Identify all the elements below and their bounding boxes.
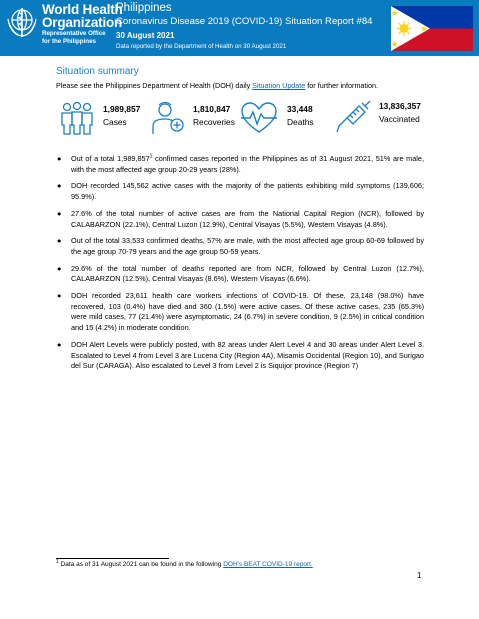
situation-update-link[interactable]: Situation Update	[252, 81, 306, 90]
bullet-icon: ●	[57, 236, 62, 246]
list-item: ● DOH Alert Levels were publicly posted, with 82 areas under Alert Level 4 and 30 areas under Alert Level 3. Escalated to Level 4 from Level 3 are Lucena City (Region 4A), Misamis Occidental (Region 10), and Surigao del Sur (CARAGA). Also escalated to Level 3 from Level 2 is Siquijor province (Region 7)	[57, 339, 424, 371]
report-title: Coronavirus Disease 2019 (COVID-19) Situation Report #84	[116, 16, 373, 27]
philippines-flag-icon	[391, 6, 473, 51]
recoveries-label: Recoveries	[193, 117, 235, 127]
cases-label: Cases	[103, 117, 127, 127]
bullet-icon: ●	[57, 208, 62, 218]
heartbeat-icon	[240, 101, 278, 135]
report-note: Data reported by the Department of Health on 30 August 2021	[116, 43, 287, 50]
bullet-icon: ●	[57, 291, 62, 301]
list-item: ● Out of the total 33,533 confirmed deaths, 57% are male, with the most affected age group 60-69 followed by the age group 70-79 years and the age group 50-59 years.	[57, 236, 424, 256]
cases-value: 1,989,857	[103, 104, 141, 114]
bullet-icon: ●	[57, 263, 62, 273]
list-item: ● DOH recorded 23,611 health care workers infections of COVID-19. Of these, 23,148 (98.0%) have recovered, 103 (0.4%) have died and 360 (1.5%) were active cases. Of these active cases, 235 (65.3%) were mild cases, 77 (21.4%) were asymptomatic, 24 (6.7%) in severe condition, 9 (2.5%) in critical condition and 15 (4.2%) in moderate condition.	[57, 291, 424, 333]
page-number: 1	[417, 571, 422, 580]
deaths-label: Deaths	[287, 117, 314, 127]
recovered-person-icon	[150, 101, 186, 135]
list-item: ● DOH recorded 145,562 active cases with the majority of the patients exhibiting mild symptoms (139,606; 95.9%).	[57, 181, 424, 202]
recoveries-value: 1,810,847	[193, 104, 231, 114]
country-name: Philippines	[116, 2, 172, 14]
report-date: 30 August 2021	[116, 31, 175, 40]
footnote-divider	[56, 558, 169, 559]
list-item: ● 29.6% of the total number of deaths reported are from NCR, followed by Central Luzon (12.7%), CALABARZON (12.5%), Central Visayas (8.6%), Western Visayas (6.6%).	[57, 263, 424, 284]
footnote-ref: 1	[149, 153, 153, 160]
footnote: $^1$ Data as of 31 August 2021 can be found in the following DOH's BEAT COVID-19 report.	[56, 558, 313, 568]
rep-office: Representative Office for the Philippines	[42, 30, 106, 45]
deaths-value: 33,448	[287, 104, 313, 114]
vaccinated-value: 13,836,357	[379, 101, 421, 111]
bullet-icon: ●	[57, 181, 62, 191]
syringe-icon	[336, 99, 372, 135]
report-header	[0, 0, 479, 56]
bullet-icon: ●	[57, 154, 62, 163]
summary-bullet-list	[56, 154, 424, 378]
org-name: World Health Organization	[42, 2, 123, 30]
people-icon	[58, 101, 96, 135]
list-item: ● 27.6% of the total number of active cases are from the National Capital Region (NCR), followed by CALABARZON (22.1%), Central Luzon (12.9%), Central Visayas (5.5%), Western Visayas (4.8%).	[57, 208, 424, 229]
who-emblem-icon	[4, 5, 40, 39]
bullet-icon: ●	[57, 339, 62, 349]
intro-text: Please see the Philippines Department of Health (DOH) daily Situation Update for further information.	[56, 81, 379, 90]
list-item: ● Out of a total 1,989,857$^1$ confirmed cases reported in the Philippines as of 31 August 2021, 51% are male, with the most affected age group 20-29 years (28%).	[57, 153, 424, 174]
vaccinated-label: Vaccinated	[379, 114, 420, 124]
beat-covid-report-link[interactable]: DOH's BEAT COVID-19 report.	[223, 561, 313, 568]
section-title: Situation summary	[56, 66, 139, 77]
